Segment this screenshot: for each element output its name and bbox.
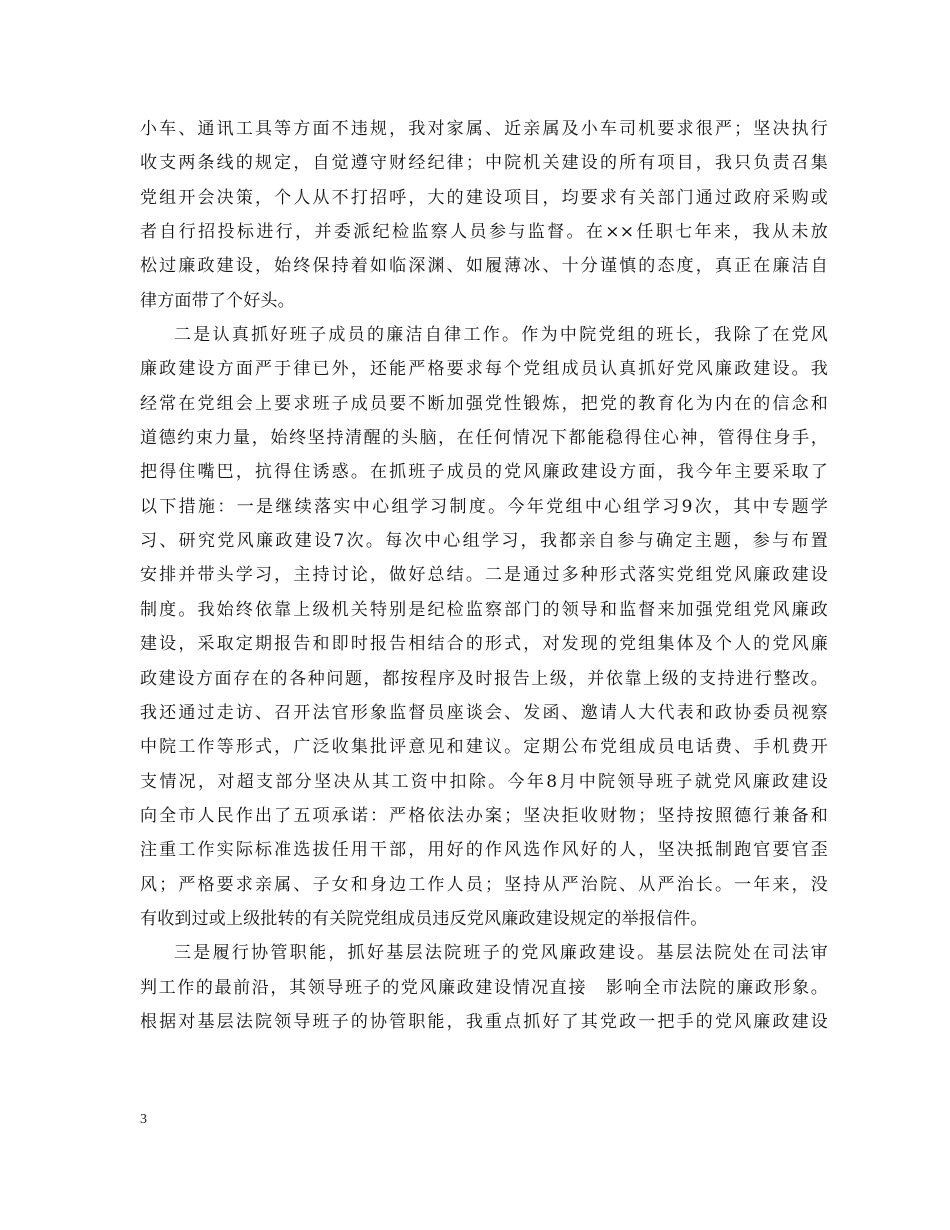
text-line: 制度。我始终依靠上级机关特别是纪检监察部门的领导和监督来加强党组党风廉政 bbox=[140, 599, 828, 620]
text-line: 把得住嘴巴，抗得住诱惑。在抓班子成员的党风廉政建设方面，我今年主要采取了 bbox=[140, 462, 828, 483]
text-line: 风；严格要求亲属、子女和身边工作人员；坚持从严治院、从严治长。一年来，没 bbox=[140, 874, 828, 895]
text-line: 政建设方面存在的各种问题，都按程序及时报告上级，并依靠上级的支持进行整改。 bbox=[140, 668, 828, 689]
text-line: 律方面带了个好头。 bbox=[140, 290, 295, 311]
text-line: 根据对基层法院领导班子的协管职能，我重点抓好了其党政一把手的党风廉政建设 bbox=[140, 1011, 828, 1032]
text-line: 经常在党组会上要求班子成员要不断加强党性锻炼，把党的教育化为内在的信念和 bbox=[140, 393, 828, 414]
text-line: 松过廉政建设，始终保持着如临深渊、如履薄冰、十分谨慎的态度，真正在廉洁自 bbox=[140, 256, 828, 277]
text-line: 中院工作等形式，广泛收集批评意见和建议。定期公布党组成员电话费、手机费开 bbox=[140, 737, 828, 758]
text-line: 注重工作实际标准选拔任用干部，用好的作风选作风好的人，坚决抵制跑官要官歪 bbox=[140, 840, 828, 861]
text-line: 党组开会决策，个人从不打招呼，大的建设项目，均要求有关部门通过政府采购或 bbox=[140, 187, 828, 208]
text-line: 小车、通讯工具等方面不违规，我对家属、近亲属及小车司机要求很严；坚决执行 bbox=[140, 119, 828, 139]
text-line: 习、研究党风廉政建设7次。每次中心组学习，我都亲自参与确定主题，参与布置 bbox=[140, 531, 828, 552]
text-line: 道德约束力量，始终坚持清醒的头脑，在任何情况下都能稳得住心神，管得住身手， bbox=[140, 428, 828, 449]
page-number: 3 bbox=[140, 1112, 147, 1127]
text-line: 建设，采取定期报告和即时报告相结合的形式，对发现的党组集体及个人的党风廉 bbox=[140, 634, 828, 655]
text-line: 者自行招投标进行，并委派纪检监察人员参与监督。在××任职七年来，我从未放 bbox=[140, 222, 828, 243]
document-body bbox=[140, 112, 828, 1039]
text-line: 廉政建设方面严于律已外，还能严格要求每个党组成员认真抓好党风廉政建设。我 bbox=[140, 359, 828, 380]
text-line: 支情况，对超支部分坚决从其工资中扣除。今年8月中院领导班子就党风廉政建设 bbox=[140, 771, 828, 792]
paragraph-start-line: 三是履行协管职能，抓好基层法院班子的党风廉政建设。基层法院处在司法审 bbox=[174, 943, 828, 964]
text-line: 安排并带头学习，主持讨论，做好总结。二是通过多种形式落实党组党风廉政建设 bbox=[140, 565, 828, 586]
text-line: 收支两条线的规定，自觉遵守财经纪律；中院机关建设的所有项目，我只负责召集 bbox=[140, 153, 828, 174]
text-line: 以下措施：一是继续落实中心组学习制度。今年党组中心组学习9次，其中专题学 bbox=[140, 496, 828, 517]
text-line: 我还通过走访、召开法官形象监督员座谈会、发函、邀请人大代表和政协委员视察 bbox=[140, 702, 828, 723]
paragraph-start-line: 二是认真抓好班子成员的廉洁自律工作。作为中院党组的班长，我除了在党风 bbox=[174, 325, 828, 346]
text-line: 向全市人民作出了五项承诺：严格依法办案；坚决拒收财物；坚持按照德行兼备和 bbox=[140, 805, 828, 826]
text-line: 判工作的最前沿，其领导班子的党风廉政建设情况直接 影响全市法院的廉政形象。 bbox=[140, 977, 828, 998]
text-line: 有收到过或上级批转的有关院党组成员违反党风廉政建设规定的举报信件。 bbox=[140, 908, 708, 929]
